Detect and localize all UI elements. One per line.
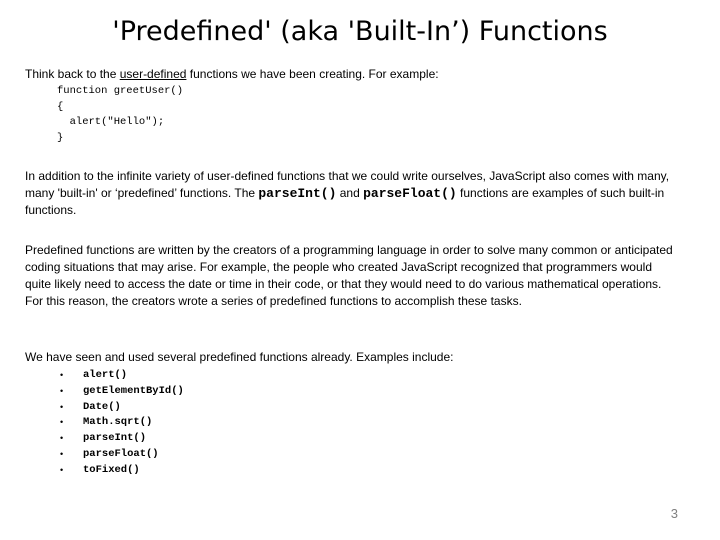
bullet-icon: • [60, 417, 64, 428]
parsefloat-code: parseFloat() [363, 186, 457, 201]
list-item [60, 447, 184, 463]
intro-text-after: functions we have been creating. For example: [186, 67, 439, 81]
example-function: parseFloat() [83, 447, 159, 460]
code-line: alert("Hello"); [57, 116, 165, 128]
example-function: getElementById() [83, 384, 184, 397]
code-line: } [57, 131, 64, 144]
example-function: Math.sqrt() [83, 416, 153, 429]
code-line: function greetUser() [57, 85, 184, 97]
example-function: toFixed() [83, 463, 140, 476]
page-number: 3 [670, 506, 678, 521]
slide-title: 'Predefined' (aka 'Built-In’) Functions [112, 16, 608, 47]
list-item [60, 368, 184, 384]
p2-text-3: functions are examples of such built-in functions. [25, 186, 665, 217]
built-in-paragraph [25, 168, 675, 219]
code-example [57, 84, 183, 146]
p2-text-1: In addition to the infinite variety of user-defined functions that we could write ourselves, JavaScript also comes with many, many 'built-in' or ‘predefined’ functions. The [25, 169, 670, 200]
example-function: alert() [83, 369, 128, 381]
list-item [60, 431, 184, 447]
list-item [60, 384, 184, 400]
intro-paragraph [25, 66, 675, 83]
bullet-icon: • [60, 448, 64, 459]
p2-text-2: and [336, 186, 364, 200]
example-function: parseInt() [83, 432, 147, 445]
list-item [60, 463, 184, 479]
user-defined-term: user-defined [119, 67, 187, 81]
bullet-icon: • [60, 370, 64, 380]
bullet-icon: • [60, 464, 64, 475]
example-function: Date() [83, 400, 121, 413]
examples-intro-paragraph: We have seen and used several predefined functions already. Examples include: [25, 350, 454, 364]
examples-list [60, 368, 184, 479]
intro-text-before: Think back to the [25, 67, 120, 81]
bullet-icon: • [60, 433, 64, 444]
bullet-icon: • [60, 401, 64, 412]
predefined-explanation-paragraph: Predefined functions are written by the creators of a programming language in order to solve many common or anticipated coding situations that may arise. For example, the people who created JavaScript recognized that programmers would quite likely need to access the date or time in their code, or that they would need to do various mathematical operations. For this reason, the creators wrote a series of predefined functions to accomplish these tasks. [25, 243, 673, 308]
parseint-code: parseInt() [258, 186, 337, 201]
bullet-icon: • [60, 385, 64, 396]
list-item [60, 415, 184, 431]
code-line: { [57, 100, 64, 113]
list-item [60, 400, 184, 416]
